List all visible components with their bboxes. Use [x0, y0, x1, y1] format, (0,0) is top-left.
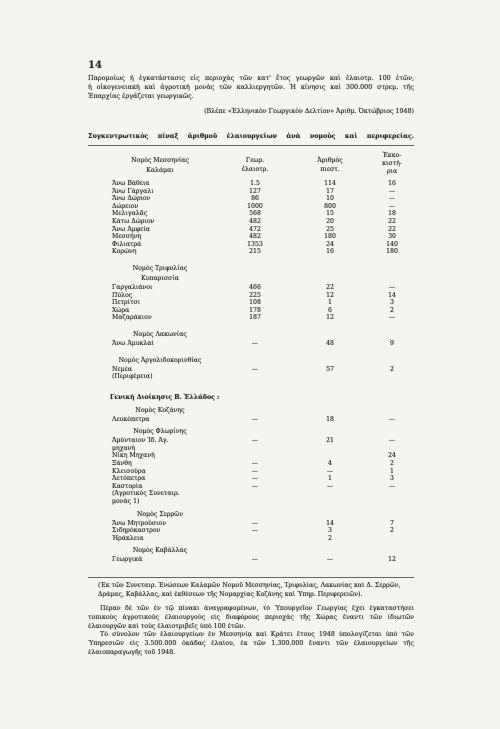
table-south-sections — [88, 180, 414, 381]
place-name: Νίκη Μηχανὴ — [112, 452, 155, 460]
table-title: Συγκεντρωτικὸς πίναξ ἀριθμοῦ ἐλαιουργείων ἀνὰ νομοὺς καὶ περιφερείας. — [88, 133, 414, 140]
col3-value: 3 — [390, 475, 394, 483]
col1-value: 466 — [249, 283, 261, 291]
col1-value: — — [251, 437, 259, 445]
place-name: μηχανὴ — [112, 444, 136, 452]
place-name: Ἀετόπετρα — [112, 475, 146, 483]
prefecture-heading: Νομὸς Καβάλλας — [132, 547, 188, 555]
table-row — [88, 210, 414, 218]
col3-value: 22 — [388, 217, 396, 225]
place-name: Ἄνω Δώριον — [112, 195, 151, 203]
table-section — [88, 264, 414, 322]
col3-value: — — [388, 482, 396, 490]
col2-value: 15 — [326, 210, 334, 218]
col3-value: 16 — [388, 180, 396, 187]
table-row — [88, 366, 414, 374]
prefecture-heading: Νομὸς Κοζάνης — [135, 406, 185, 414]
col2-value: 4 — [328, 460, 332, 468]
col3-value: 140 — [386, 240, 398, 248]
col3-value — [370, 490, 414, 498]
col2-value — [290, 373, 370, 381]
col3-value: 22 — [388, 225, 396, 233]
place-name: Πύλος — [112, 291, 133, 299]
place-name: Μελιγαλᾶς — [112, 210, 148, 218]
prefecture-heading: Νομὸς Λακωνίας — [133, 330, 187, 338]
col1-value — [220, 535, 290, 543]
col3-value: 2 — [390, 527, 394, 535]
col1-value: 86 — [251, 195, 259, 203]
header-col1 — [220, 150, 290, 180]
place-name: Κάτω Δώριον — [112, 217, 155, 225]
place-name: (Ἀγροτικὸς Συνεταιρ. — [112, 490, 180, 498]
table-row — [88, 203, 414, 211]
col3-value: 24 — [388, 452, 396, 460]
table-row — [88, 188, 414, 196]
header-place — [88, 150, 220, 180]
place-name: Κλεισούρα — [112, 467, 146, 475]
col3-value — [370, 373, 414, 381]
table-row — [88, 535, 414, 543]
table-row — [88, 284, 414, 292]
col3-value — [370, 445, 414, 453]
table-row — [88, 483, 414, 491]
col1-value: 482 — [249, 233, 261, 241]
col2-value: — — [326, 467, 334, 475]
col3-value: — — [388, 187, 396, 195]
col2-value: — — [326, 556, 334, 564]
place-name: Γεωργικά — [112, 556, 143, 564]
place-name: Ἄνω Ἀμυκλαί — [112, 339, 154, 347]
table-row — [88, 340, 414, 348]
table-section — [88, 180, 414, 256]
col2-value: 48 — [326, 339, 334, 347]
place-name: Καστορία — [112, 482, 143, 490]
col2-value — [290, 498, 370, 506]
col2-value: 14 — [326, 519, 334, 527]
col3-value: 1 — [390, 467, 394, 475]
table-row — [88, 226, 414, 234]
page-number: 14 — [88, 60, 102, 71]
footnote-line: Δράμας, Καβάλλας, καὶ ἐκθέσεων τῆς Νομαρχίας Κοζάνης καὶ Ὑπηρ. Περιφερειῶν). — [98, 590, 363, 598]
prefecture-heading: Νομὸς Φλωρίνης — [133, 428, 187, 436]
col3-value — [370, 498, 414, 506]
col1-value: 215 — [249, 248, 261, 256]
col1-value: 225 — [249, 291, 261, 299]
col1-value: 472 — [249, 225, 261, 233]
col1-value — [220, 490, 290, 498]
footnote-line: (Ἐκ τῶν Συνεταιρ. Ἑνώσεων Καλαμῶν Νομοῦ Μεσσηνίας, Τριφυλίας, Λακωνίας καὶ Δ. Σερρῶν, — [98, 582, 401, 589]
col1-value: 482 — [249, 217, 261, 225]
col3-value: — — [388, 195, 396, 203]
table-row — [88, 468, 414, 476]
table-section — [88, 510, 414, 543]
col3-value: 3 — [390, 299, 394, 307]
col3-value: — — [388, 437, 396, 445]
table-row — [88, 195, 414, 203]
header-prefecture: Νομὸς Μεσσηνίας — [131, 157, 189, 164]
closing-line: τοπικοὺς ἀγροτικοὺς ἐλαιουργοὺς εἰς διαφόρους περιοχὰς τῆς Χώρας ἔναντι τῶν ἰδιωτῶν — [88, 613, 414, 621]
table-row — [88, 475, 414, 483]
col3-value: 180 — [386, 248, 398, 256]
place-name: Μεσσήνη — [112, 233, 142, 241]
place-name: Γαργαλιάνοι — [112, 283, 153, 291]
col1-value: — — [251, 460, 259, 468]
col1-value: — — [251, 482, 259, 490]
table-section — [88, 356, 414, 381]
intro-line: Ἐπαρχίας ἐργάζεται γεωργικῶς. — [88, 92, 194, 100]
col2-value: 16 — [326, 248, 334, 256]
col2-value: 24 — [326, 240, 334, 248]
table-top-rule — [88, 145, 414, 146]
col1-value: 178 — [249, 306, 261, 314]
col2-value: 21 — [326, 437, 334, 445]
table-row — [88, 180, 414, 188]
table-row — [88, 241, 414, 249]
col3-value: 2 — [390, 365, 394, 373]
col2-value: 1 — [328, 299, 332, 307]
table-row — [88, 416, 414, 424]
col1-value: 127 — [249, 187, 261, 195]
table-north-sections — [88, 406, 414, 564]
place-name: (Περιφέρεια) — [112, 373, 153, 381]
table-row — [88, 248, 414, 256]
col3-value: 7 — [390, 519, 394, 527]
source-citation: (Βλέπε «Ἑλληνικὸν Γεωργικὸν Δελτίον» Ἀριθμ. Ὀκτώβριος 1948) — [204, 108, 414, 115]
header-col3-line: κιστή- — [382, 160, 402, 167]
table-row — [88, 460, 414, 468]
place-name: Ἄνω Γάργαλι — [112, 187, 154, 195]
col3-value: — — [388, 202, 396, 210]
table-row — [88, 218, 414, 226]
table-row — [88, 292, 414, 300]
closing-line: Τὸ σύνολον τῶν ἐλαιουργείων ἐν Μεσσηνίᾳ καὶ Κράτει ἔτους 1948 ὑπολογίζεται ὑπὸ τῶν — [100, 631, 414, 639]
prefecture-heading: Νομὸς Ἀργολιδοκορινθίας — [118, 356, 202, 364]
place-name: Φιλιατρά — [112, 240, 142, 248]
prefecture-heading: Νομὸς Τριφυλίας — [132, 264, 188, 272]
col1-value: — — [251, 339, 259, 347]
closing-line: ἐλαιοπαραγωγῆς τοῦ 1948. — [88, 648, 176, 656]
col2-value: 1 — [328, 475, 332, 483]
header-col2-line: Ἀριθμὸς — [317, 157, 343, 164]
place-name: Χώρα — [112, 306, 130, 314]
place-name: Νεμέα — [112, 365, 133, 373]
col3-value: 2 — [390, 460, 394, 468]
table-row — [88, 437, 414, 445]
col1-value: 1353 — [247, 240, 263, 248]
header-col3 — [370, 150, 414, 180]
table-row — [88, 307, 414, 315]
place-name: Δώρειον — [112, 202, 139, 210]
place-name: Ἡράκλεια — [112, 534, 144, 542]
col1-value: 1000 — [247, 202, 263, 210]
table-section — [88, 406, 414, 424]
town-heading: Κυπαρισσία — [141, 274, 179, 282]
closing-line: Πέραν δὲ τῶν ἐν τῷ πίνακι ἀναγραφομένων, τὸ Ὑπουργεῖον Γεωργίας ἔχει ἐγκαταστήσει — [100, 605, 414, 612]
intro-line: Παρομοίως ἡ ἐγκατάστασις εἰς περιοχὰς τῶν κατ' ἔτος γεωργῶν καὶ ἐλαιοτρ. 100 ἐτῶν, — [88, 74, 414, 82]
table-row — [88, 314, 414, 322]
col1-value: — — [251, 519, 259, 527]
region-heading: Γενικὴ Διοίκησις Β. Ἑλλάδος : — [110, 393, 220, 401]
col2-value: 10 — [326, 195, 334, 203]
place-name: Ἀμύνταιον Ἰδ. Ἀγ. — [112, 437, 169, 445]
col3-value: — — [388, 283, 396, 291]
col2-value: 57 — [326, 365, 334, 373]
intro-line: ἡ οἰκογενειακὴ καὶ ἀγροτικὴ μονὰς τῶν καλλιεργητῶν. Ἡ κίνησις καὶ 300.000 στρεμ. τῆς — [88, 83, 414, 91]
place-name: Μαζαράκιον — [112, 314, 152, 322]
table-row — [88, 490, 414, 498]
col1-value: 1.5 — [250, 180, 260, 187]
table-row — [88, 527, 414, 535]
header-col2-line: πιεστ. — [320, 166, 340, 173]
col2-value: 20 — [326, 217, 334, 225]
col1-value: 108 — [249, 299, 261, 307]
place-name: Λευκόπετρα — [112, 415, 150, 423]
col2-value: 180 — [324, 233, 336, 241]
header-col3-line: ρια — [386, 168, 398, 175]
col2-value: 3 — [328, 527, 332, 535]
header-col1-line: ἐλαιοτρ. — [241, 166, 269, 173]
col1-value — [220, 498, 290, 506]
place-name: μονὰς 1) — [112, 498, 140, 506]
col1-value: — — [251, 527, 259, 535]
table-row — [88, 299, 414, 307]
col1-value: 568 — [249, 210, 261, 218]
table-row — [88, 233, 414, 241]
col1-value: — — [251, 475, 259, 483]
place-name: Πετρίτσι — [112, 299, 141, 307]
table-row — [88, 556, 414, 564]
col3-value: — — [388, 415, 396, 423]
col3-value: 9 — [390, 339, 394, 347]
col2-value: 18 — [326, 415, 334, 423]
header-col1-line: Γεωρ. — [245, 157, 265, 164]
col1-value: — — [251, 415, 259, 423]
col2-value: 12 — [326, 291, 334, 299]
col2-value: 25 — [326, 225, 334, 233]
table-row — [88, 373, 414, 381]
col2-value: 2 — [328, 534, 332, 542]
table-row — [88, 498, 414, 506]
col1-value: 187 — [249, 314, 261, 322]
col3-value — [370, 535, 414, 543]
place-name: Κορώνη — [112, 248, 137, 256]
header-col3-line: Ἐκκο- — [382, 152, 402, 159]
col1-value — [220, 452, 290, 460]
col3-value: 2 — [390, 306, 394, 314]
table-header — [88, 150, 414, 180]
table-row — [88, 520, 414, 528]
col2-value — [290, 490, 370, 498]
col3-value: — — [388, 314, 396, 322]
table-row — [88, 445, 414, 453]
table-section — [88, 427, 414, 505]
place-name: Ξάνθη — [112, 460, 132, 468]
col2-value: 17 — [326, 187, 334, 195]
col2-value: 22 — [326, 283, 334, 291]
closing-text — [88, 605, 414, 658]
col1-value: — — [251, 556, 259, 564]
col3-value: 30 — [388, 233, 396, 241]
col3-value: 12 — [388, 556, 396, 564]
prefecture-heading: Νομὸς Σερρῶν — [137, 510, 183, 518]
intro-paragraph — [88, 74, 414, 101]
col2-value: 114 — [324, 180, 336, 187]
col2-value: 6 — [328, 306, 332, 314]
col2-value — [290, 445, 370, 453]
table-bottom-rule — [88, 577, 414, 578]
col1-value — [220, 373, 290, 381]
place-name: Ἄνω Ἀμφεία — [112, 225, 150, 233]
header-town: Καλάμαι — [146, 167, 174, 174]
table-row — [88, 452, 414, 460]
place-name: Σιδηρόκαστρον — [112, 527, 161, 535]
place-name: Ἄνω Μητρούσιον — [112, 519, 167, 527]
header-col2 — [290, 150, 370, 180]
table-section — [88, 546, 414, 564]
col1-value — [220, 445, 290, 453]
table-section — [88, 330, 414, 348]
col2-value: 800 — [324, 202, 336, 210]
col2-value — [290, 452, 370, 460]
closing-line: ἐλαιουργῶν καὶ τοὺς ἐλαιοτριβεῖς ὑπὸ 100 ἐτῶν. — [88, 622, 246, 630]
col1-value: — — [251, 467, 259, 475]
summary-table — [88, 150, 414, 564]
col3-value: 18 — [388, 210, 396, 218]
col1-value: — — [251, 365, 259, 373]
col2-value: 12 — [326, 314, 334, 322]
place-name: Ἄνω Βάθεια — [112, 180, 150, 187]
closing-line: Ὑπηρεσιῶν εἰς 3.500.000 ὀκάδας ἐλαίου, ἐκ τῶν 1.300.000 ἔναντι τῶν ἐλαιουργείων τῆς — [88, 640, 414, 648]
col3-value: 14 — [388, 291, 396, 299]
table-footnote — [88, 582, 414, 599]
col2-value: — — [326, 482, 334, 490]
